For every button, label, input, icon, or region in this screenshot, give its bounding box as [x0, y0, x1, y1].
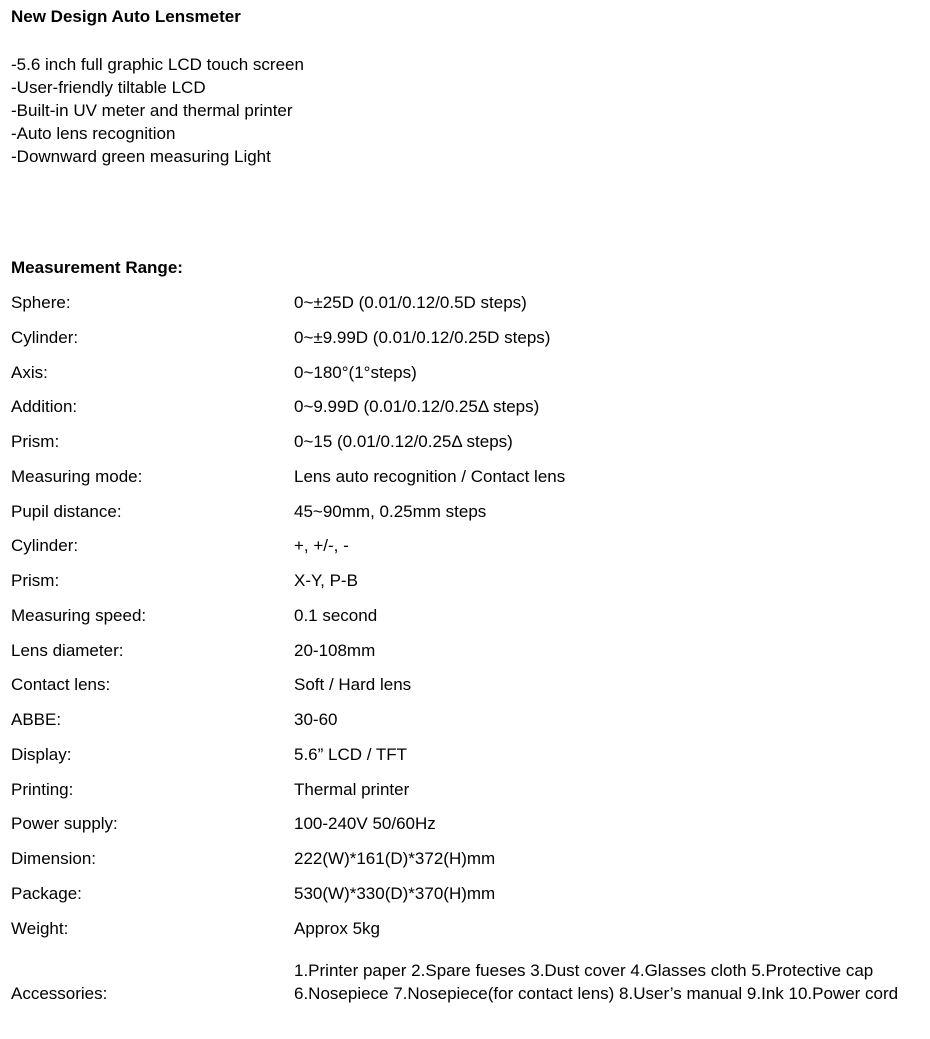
spec-label: Prism: [11, 571, 60, 590]
spec-value: 30-60 [294, 710, 338, 729]
spec-label: Prism: [11, 432, 60, 451]
spec-row [11, 529, 921, 564]
accessories-value: 1.Printer paper 2.Spare fueses 3.Dust cover 4.Glasses cloth 5.Protective cap 6.Nosepiece 7.Nosepiece(for contact lens) 8.User’s manual 9.Ink 10.Power cord [294, 961, 899, 1003]
spec-row [11, 807, 921, 842]
spec-row [11, 321, 921, 356]
feature-item: -Built-in UV meter and thermal printer [11, 101, 293, 120]
spec-label: Sphere: [11, 293, 71, 312]
spec-value: Thermal printer [294, 779, 410, 799]
spec-row [11, 390, 921, 425]
spec-row [11, 286, 921, 321]
spec-value: 0~±25D (0.01/0.12/0.5D steps) [294, 293, 527, 312]
spec-row [11, 738, 921, 773]
spec-row [11, 842, 921, 877]
spec-label: Lens diameter: [11, 640, 124, 660]
spec-value: 5.6” LCD / TFT [294, 744, 408, 764]
spec-value: 45~90mm, 0.25mm steps [294, 501, 487, 521]
spec-value: +, +/-, - [294, 536, 349, 556]
accessories-label: Accessories: [11, 984, 108, 1003]
spec-row [11, 495, 921, 530]
spec-table [11, 286, 921, 946]
spec-value: 530(W)*330(D)*370(H)mm [294, 883, 496, 903]
spec-label: Addition: [11, 397, 78, 417]
feature-item: -User-friendly tiltable LCD [11, 78, 206, 97]
spec-label: ABBE: [11, 710, 62, 729]
spec-label: Weight: [11, 918, 69, 938]
spec-value: 0~15 (0.01/0.12/0.25Δ steps) [294, 432, 513, 451]
spec-label: Dimension: [11, 849, 97, 868]
feature-item: -Auto lens recognition [11, 124, 176, 143]
accessories-row [11, 959, 921, 1031]
spec-label: Measuring mode: [11, 466, 143, 486]
spec-row [11, 668, 921, 703]
spec-value: Soft / Hard lens [294, 675, 412, 695]
spec-value: 0~9.99D (0.01/0.12/0.25Δ steps) [294, 397, 540, 417]
spec-label: Cylinder: [11, 536, 79, 556]
spec-row [11, 703, 921, 738]
spec-label: Power supply: [11, 814, 118, 834]
spec-value: 222(W)*161(D)*372(H)mm [294, 849, 496, 868]
spec-row [11, 634, 921, 669]
spec-row [11, 912, 921, 947]
spec-label: Cylinder: [11, 327, 79, 347]
spec-row [11, 599, 921, 634]
spec-label: Pupil distance: [11, 501, 122, 521]
spec-label: Axis: [11, 362, 48, 382]
spec-row [11, 425, 921, 460]
feature-item: -5.6 inch full graphic LCD touch screen [11, 55, 304, 74]
spec-value: 0~±9.99D (0.01/0.12/0.25D steps) [294, 327, 551, 347]
spec-value: Lens auto recognition / Contact lens [294, 466, 566, 486]
spec-value: 20-108mm [294, 640, 376, 660]
feature-item: -Downward green measuring Light [11, 147, 271, 166]
spec-row [11, 877, 921, 912]
measurement-range-heading: Measurement Range: [11, 258, 183, 277]
spec-row [11, 460, 921, 495]
spec-label: Contact lens: [11, 675, 111, 695]
feature-list [11, 53, 304, 168]
spec-value: 0.1 second [294, 605, 378, 625]
spec-label: Display: [11, 744, 72, 764]
spec-row [11, 773, 921, 808]
spec-value: Approx 5kg [294, 918, 380, 938]
spec-value: X-Y, P-B [294, 571, 358, 590]
page-title: New Design Auto Lensmeter [11, 7, 241, 26]
spec-row [11, 356, 921, 391]
spec-label: Measuring speed: [11, 605, 147, 625]
spec-row [11, 564, 921, 599]
spec-label: Package: [11, 883, 82, 903]
spec-value: 0~180°(1°steps) [294, 362, 417, 382]
spec-value: 100-240V 50/60Hz [294, 814, 436, 834]
spec-label: Printing: [11, 779, 74, 799]
